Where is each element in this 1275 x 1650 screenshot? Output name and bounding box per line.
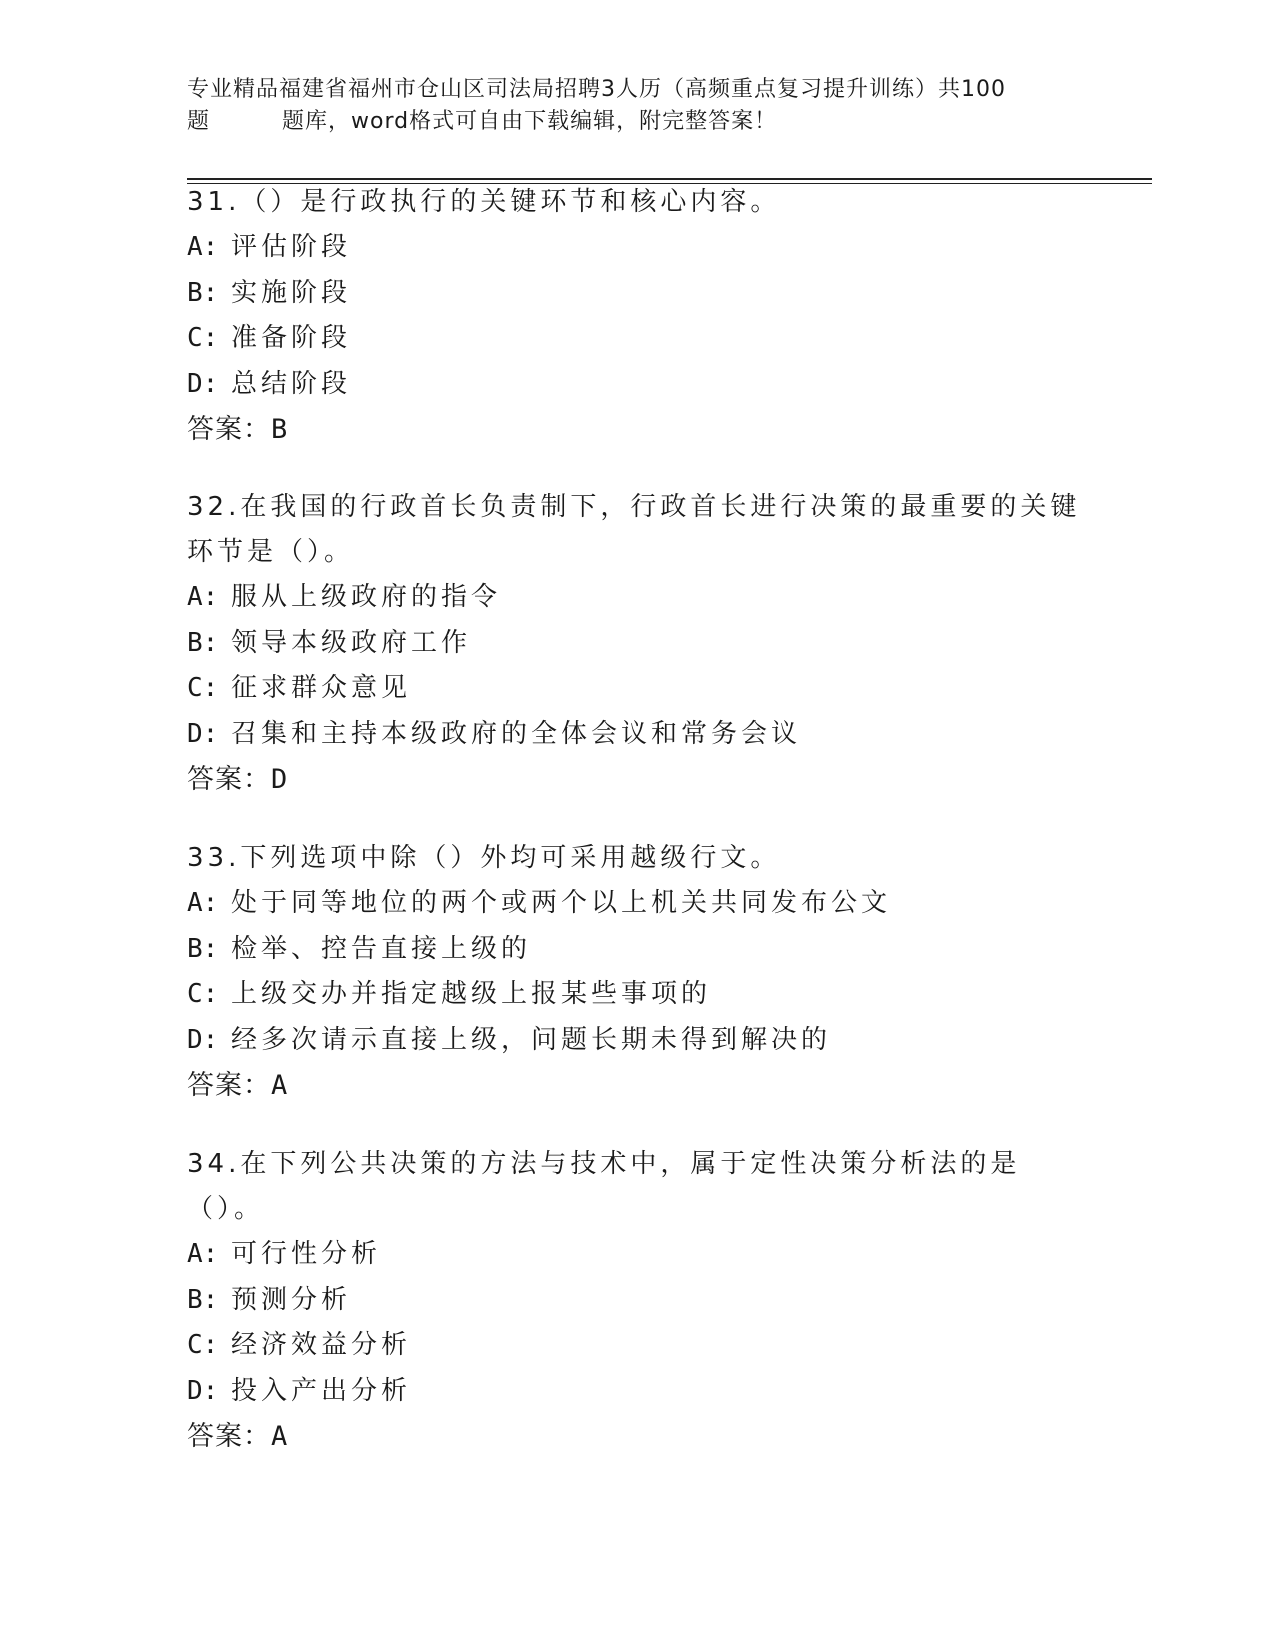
option-d (187, 712, 1087, 758)
option-text: 预测分析 (231, 1284, 352, 1315)
answer-label: 答案： (187, 764, 271, 795)
option-d (187, 1018, 1087, 1064)
option-a (187, 1232, 1087, 1278)
option-c (187, 1323, 1087, 1369)
answer-value: A (271, 1421, 289, 1452)
option-text: 总结阶段 (231, 368, 352, 399)
answer-line (187, 1414, 1087, 1460)
option-b (187, 927, 1087, 973)
option-letter: C: (187, 673, 219, 703)
answer-label: 答案： (187, 1070, 271, 1101)
option-c (187, 666, 1087, 712)
option-text: 召集和主持本级政府的全体会议和常务会议 (231, 718, 802, 749)
question-block (187, 485, 1087, 803)
option-letter: C: (187, 323, 219, 353)
header-title-line2 (187, 106, 1087, 138)
option-letter: A: (187, 582, 219, 612)
option-text: 服从上级政府的指令 (231, 582, 502, 612)
option-c (187, 316, 1087, 362)
option-a (187, 575, 1087, 621)
option-letter: B: (187, 1284, 219, 1315)
option-b (187, 621, 1087, 667)
option-text: 准备阶段 (231, 323, 352, 353)
option-c (187, 972, 1087, 1018)
option-letter: A: (187, 232, 219, 262)
option-d (187, 362, 1087, 408)
option-letter: A: (187, 1239, 219, 1269)
option-letter: A: (187, 888, 219, 918)
answer-value: B (271, 414, 289, 445)
option-letter: D: (187, 368, 219, 399)
question-block (187, 1142, 1087, 1460)
option-letter: B: (187, 627, 219, 658)
option-letter: C: (187, 1330, 219, 1360)
option-letter: B: (187, 933, 219, 964)
answer-line (187, 1063, 1087, 1109)
header-line2-rest: 题库，word格式可自由下载编辑，附完整答案！ (282, 109, 778, 134)
option-letter: D: (187, 1375, 219, 1406)
question-stem: 33.下列选项中除（）外均可采用越级行文。 (187, 843, 781, 873)
option-letter: B: (187, 277, 219, 308)
option-text: 实施阶段 (231, 277, 352, 308)
option-b (187, 271, 1087, 317)
option-a (187, 881, 1087, 927)
option-text: 征求群众意见 (231, 673, 412, 703)
option-text: 经多次请示直接上级，问题长期未得到解决的 (231, 1024, 832, 1055)
question-stem: 31.（）是行政执行的关键环节和核心内容。 (187, 187, 781, 217)
option-d (187, 1369, 1087, 1415)
question-stem: 32.在我国的行政首长负责制下，行政首长进行决策的最重要的关键环节是（）。 (187, 492, 1081, 567)
answer-label: 答案： (187, 414, 271, 445)
answer-value: A (271, 1070, 289, 1101)
option-text: 上级交办并指定越级上报某些事项的 (231, 979, 712, 1009)
option-text: 处于同等地位的两个或两个以上机关共同发布公文 (231, 888, 892, 918)
answer-line (187, 407, 1087, 453)
option-text: 投入产出分析 (231, 1375, 412, 1406)
question-block (187, 836, 1087, 1109)
answer-line (187, 757, 1087, 803)
answer-value: D (271, 764, 289, 795)
answer-label: 答案： (187, 1421, 271, 1452)
question-stem: 34.在下列公共决策的方法与技术中，属于定性决策分析法的是（）。 (187, 1149, 1021, 1224)
option-text: 领导本级政府工作 (231, 627, 472, 658)
option-letter: D: (187, 1024, 219, 1055)
option-letter: C: (187, 979, 219, 1009)
header-line2-prefix: 题 (187, 109, 211, 134)
option-text: 评估阶段 (231, 232, 352, 262)
option-b (187, 1278, 1087, 1324)
question-block (187, 180, 1087, 453)
header-title-line1: 专业精品福建省福州市仓山区司法局招聘3人历（高频重点复习提升训练）共100 (187, 77, 1006, 102)
option-text: 经济效益分析 (231, 1330, 412, 1360)
document-header (187, 74, 1087, 138)
option-a (187, 225, 1087, 271)
option-text: 检举、控告直接上级的 (231, 933, 532, 964)
option-text: 可行性分析 (231, 1239, 382, 1269)
option-letter: D: (187, 718, 219, 749)
